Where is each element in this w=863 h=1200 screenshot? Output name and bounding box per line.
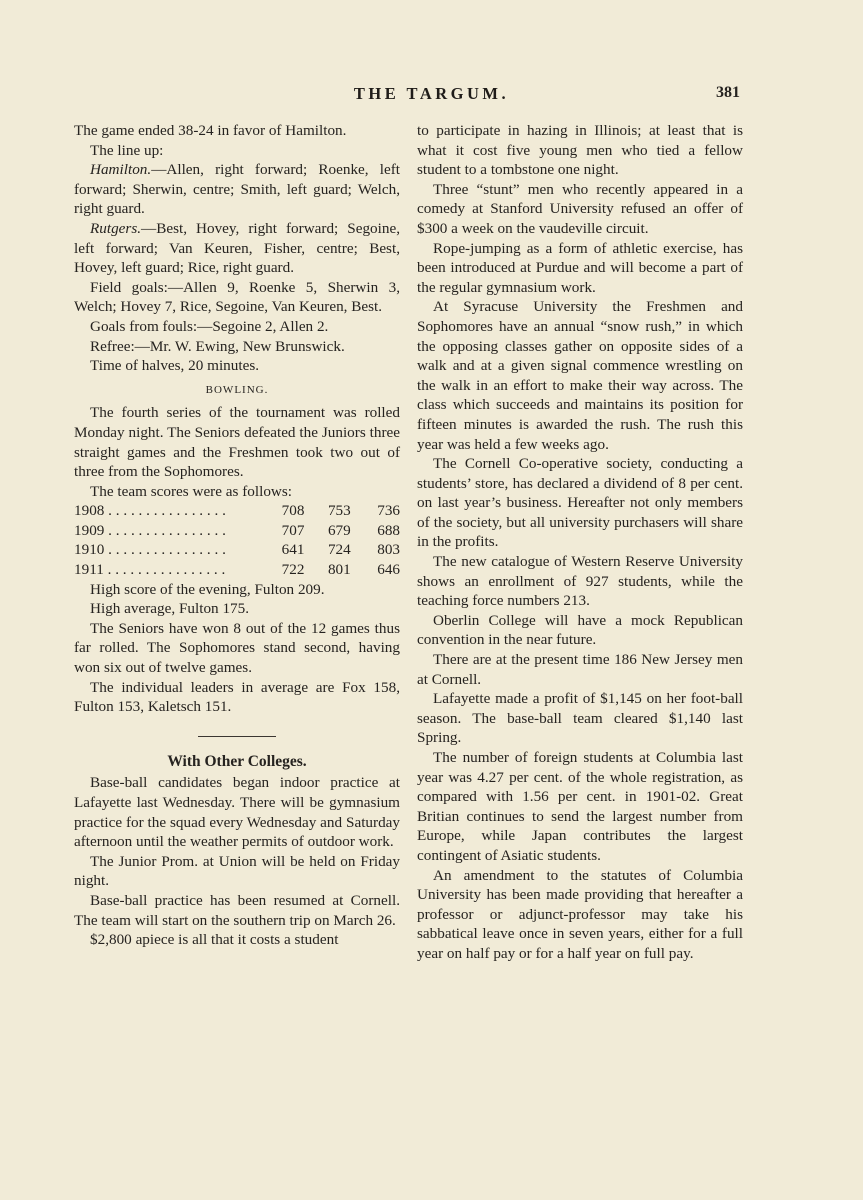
table-row xyxy=(74,521,400,541)
goals-from-fouls: Goals from fouls:—Segoine 2, Allen 2. xyxy=(90,317,329,335)
standings: The Seniors have won 8 out of the 12 games thus far rolled. The Sophomores stand second, having won six out of twelve games. xyxy=(74,619,400,677)
time-of-halves: Time of halves, 20 minutes. xyxy=(90,357,260,375)
columbia-foreign-students: The number of foreign students at Columbia last year was 4.27 per cent. of the whole registration, as compared with 1.56 per cent. in 1901-02. Great Britian continues to send the largest number from Europe, while Japan contributes the largest contingent of Asiatic students. xyxy=(417,749,743,864)
purdue-rope-jumping: Rope-jumping as a form of athletic exercise, has been introduced at Purdue and will become a part of the regular gymnasium work. xyxy=(417,239,743,296)
score-value: 722 xyxy=(281,561,305,579)
score-value: 641 xyxy=(281,541,305,559)
columbia-amendment: An amendment to the statutes of Columbia University has been made providing that hereafter a professor or adjunct-professor may take his sabbatical leave once in seven years, either for a full year on half pay or for a half year on full pay. xyxy=(417,866,743,962)
score-year: 1908 . . . . . . . . . . . . . . . . xyxy=(74,502,226,520)
oberlin-convention: Oberlin College will have a mock Republican convention in the near future. xyxy=(417,611,743,649)
score-value: 708 xyxy=(281,502,305,520)
individual-leaders: The individual leaders in average are Fox 158, Fulton 153, Kaletsch 151. xyxy=(74,678,400,716)
hamilton-players: —Allen, right forward; Roenke, left forward; Sherwin, centre; Smith, left guard; Welch, right guard. xyxy=(74,161,400,218)
cornell-cooperative: The Cornell Co-operative society, conducting a students’ store, has declared a dividend of 8 per cent. on last year’s business. Hereafter not only members of the society, but all university purchasers will share in the profits. xyxy=(417,455,743,551)
score-value: 803 xyxy=(377,541,400,559)
section-heading: With Other Colleges. xyxy=(167,752,307,770)
stanford-stunt-men: Three “stunt” men who recently appeared in a comedy at Stanford University refused an offer of $300 a week on the vaudeville circuit. xyxy=(417,180,743,237)
hamilton-label: Hamilton. xyxy=(90,161,152,179)
score-year: 1910 . . . . . . . . . . . . . . . . xyxy=(74,541,226,559)
syracuse-snow-rush: At Syracuse University the Freshmen and Sophomores have an annual “snow rush,” in which the opposing classes gather on opposite sides of a walk and at a given signal commence wrestling on the walk in an effort to make their way across. The class which succeeds and maintains its position for fifteen minutes is awarded the rush. The rush this year was held a few weeks ago. xyxy=(417,298,743,453)
referee: Refree:—Mr. W. Ewing, New Brunswick. xyxy=(90,337,345,355)
cornell-baseball: Base-ball practice has been resumed at Cornell. The team will start on the southern trip on March 26. xyxy=(74,891,400,929)
hazing-start: $2,800 apiece is all that it costs a student xyxy=(90,931,339,949)
lafayette-baseball: Base-ball candidates began indoor practice at Lafayette last Wednesday. There will be gymnasium practice for the squad every Wednesday and Saturday afternoon until the weather permits of outdoor work. xyxy=(74,774,400,851)
score-value: 688 xyxy=(377,521,400,539)
score-value: 753 xyxy=(327,502,351,520)
game-result: The game ended 38-24 in favor of Hamilton. xyxy=(74,122,347,139)
score-value: 646 xyxy=(377,561,400,579)
score-value: 724 xyxy=(327,541,351,559)
page-header-title: THE TARGUM. xyxy=(353,84,510,103)
table-row xyxy=(74,560,400,580)
score-value: 679 xyxy=(327,521,351,539)
high-score: High score of the evening, Fulton 209. xyxy=(90,580,325,598)
new-jersey-men: There are at the present time 186 New Jersey men at Cornell. xyxy=(417,651,743,688)
page-number: 381 xyxy=(716,84,740,101)
score-value: 801 xyxy=(327,561,351,579)
western-reserve: The new catalogue of Western Reserve University shows an enrollment of 927 students, while the teaching force numbers 213. xyxy=(417,553,743,610)
section-divider xyxy=(198,736,276,737)
bowling-heading: BOWLING. xyxy=(205,383,269,396)
score-value: 707 xyxy=(281,521,305,539)
field-goals: Field goals:—Allen 9, Roenke 5, Sherwin 3, Welch; Hovey 7, Rice, Segoine, Van Keuren, Best. xyxy=(74,278,400,316)
score-year: 1911 . . . . . . . . . . . . . . . . xyxy=(74,561,226,579)
table-row xyxy=(74,501,400,521)
team-scores-table xyxy=(74,501,400,579)
scores-intro: The team scores were as follows: xyxy=(90,482,293,500)
score-value: 736 xyxy=(377,502,400,520)
left-column xyxy=(74,121,400,950)
high-average: High average, Fulton 175. xyxy=(90,600,250,618)
bowling-summary: The fourth series of the tournament was rolled Monday night. The Seniors defeated the Juniors three straight games and the Freshmen took two out of three from the Sophomores. xyxy=(74,404,400,481)
lineup-intro: The line up: xyxy=(90,141,164,159)
hazing-continued: to participate in hazing in Illinois; at least that is what it cost five young men who tied a fellow student to a tombstone one night. xyxy=(417,122,743,179)
hamilton-lineup xyxy=(74,160,400,219)
table-row xyxy=(74,540,400,560)
lafayette-profit: Lafayette made a profit of $1,145 on her foot-ball season. The base-ball team cleared $1,140 last Spring. xyxy=(417,690,743,747)
junior-prom: The Junior Prom. at Union will be held on Friday night. xyxy=(74,852,400,890)
rutgers-lineup xyxy=(74,219,400,278)
score-year: 1909 . . . . . . . . . . . . . . . . xyxy=(74,521,226,539)
right-column xyxy=(417,121,743,964)
rutgers-players: —Best, Hovey, right forward; Segoine, left forward; Van Keuren, Fisher, centre; Best, Hovey, left guard; Rice, right guard. xyxy=(74,219,400,277)
rutgers-label: Rutgers. xyxy=(90,219,142,237)
